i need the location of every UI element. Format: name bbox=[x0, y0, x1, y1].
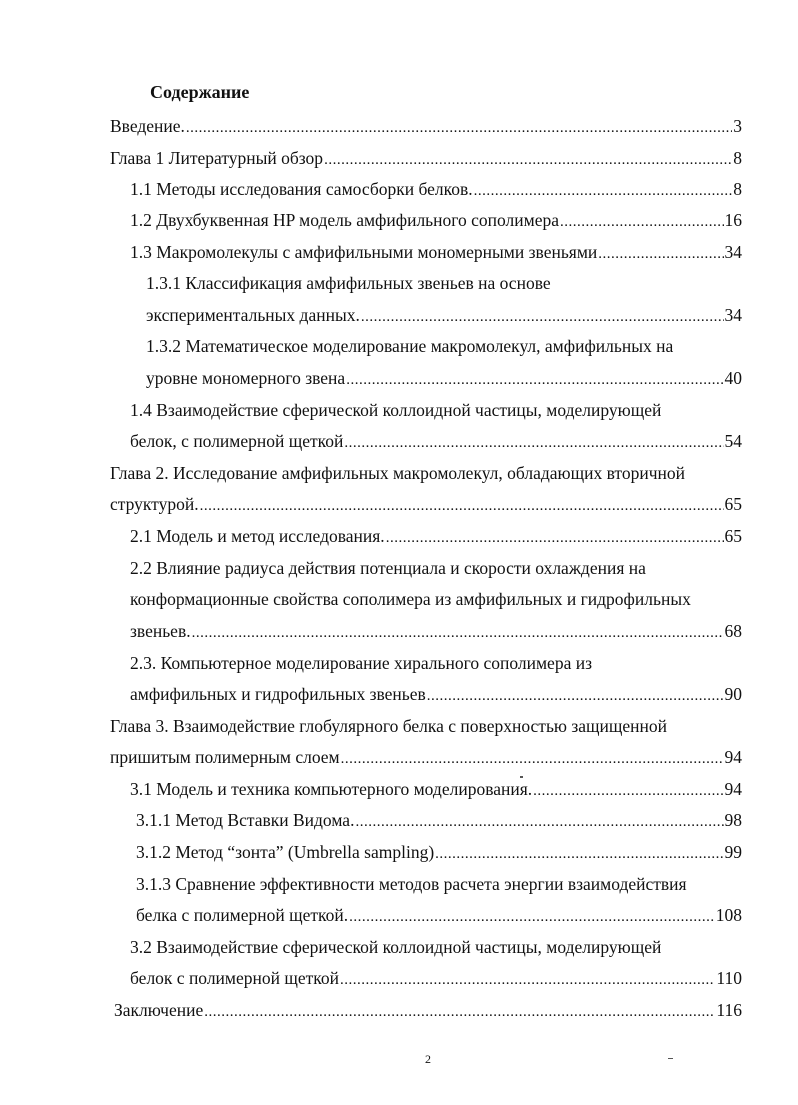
toc-entry-title: звеньев. bbox=[130, 621, 191, 641]
toc-page-number: 16 bbox=[724, 210, 742, 230]
toc-entry-title: конформационные свойства сополимера из амфифильных и гидрофильных bbox=[130, 589, 691, 609]
dot-leader bbox=[204, 998, 715, 1024]
toc-entry-title: структурой. bbox=[110, 494, 199, 514]
toc-entry-title: 2.2 Влияние радиуса действия потенциала и скорости охлаждения на bbox=[130, 558, 646, 578]
toc-entry-title: 1.4 Взаимодействие сферической коллоидной частицы, моделирующей bbox=[130, 400, 662, 420]
dot-leader bbox=[355, 808, 723, 834]
dot-leader bbox=[344, 429, 723, 455]
dot-leader bbox=[186, 114, 732, 140]
toc-line bbox=[130, 619, 742, 643]
toc-entry-title: экспериментальных данных. bbox=[146, 305, 360, 325]
toc-entry-title: уровне мономерного звена bbox=[146, 368, 346, 388]
toc-entry-title: Глава 1 Литературный обзор bbox=[110, 148, 324, 168]
dot-leader bbox=[200, 492, 724, 518]
toc-line bbox=[130, 524, 742, 548]
dot-leader bbox=[324, 146, 732, 172]
dot-leader bbox=[192, 619, 724, 645]
toc-line bbox=[110, 492, 742, 516]
toc-entry-title: 1.3.1 Классификация амфифильных звеньев на основе bbox=[146, 273, 551, 293]
toc-entry-title: белок, с полимерной щеткой bbox=[130, 431, 344, 451]
toc-page-number: 68 bbox=[724, 621, 742, 641]
toc-line bbox=[130, 177, 742, 201]
toc-entry-title: 3.1.2 Метод “зонта” (Umbrella sampling) bbox=[136, 842, 435, 862]
page-title: Содержание bbox=[150, 82, 250, 102]
toc-entry-title: Введение. bbox=[110, 116, 185, 136]
dot-leader bbox=[340, 966, 715, 992]
toc-line bbox=[114, 998, 742, 1022]
dot-leader bbox=[435, 840, 723, 866]
scan-speck bbox=[520, 776, 523, 778]
toc-page-number: 3 bbox=[733, 116, 742, 136]
dot-leader bbox=[427, 682, 724, 708]
toc-line bbox=[146, 303, 742, 327]
toc-entry-title: 1.3.2 Математическое моделирование макромолекул, амфифильных на bbox=[146, 336, 674, 356]
toc-page-number: 8 bbox=[733, 179, 742, 199]
dot-leader bbox=[386, 524, 724, 550]
toc-page-number: 8 bbox=[733, 148, 742, 168]
toc-page-number: 116 bbox=[716, 1000, 742, 1020]
toc-page-number: 108 bbox=[715, 905, 742, 925]
toc-line bbox=[146, 366, 742, 390]
toc-entry-title: 1.3 Макромолекулы с амфифильными мономерными звеньями bbox=[130, 242, 598, 262]
toc-line bbox=[130, 777, 742, 801]
toc-entry-title: 1.1 Методы исследования самосборки белков. bbox=[130, 179, 473, 199]
toc-page-number: 110 bbox=[716, 968, 742, 988]
toc-entry-title: 2.3. Компьютерное моделирование хирального сополимера из bbox=[130, 653, 592, 673]
toc-entry-title: 3.1.1 Метод Вставки Видома. bbox=[136, 810, 355, 830]
toc-page-number: 65 bbox=[724, 526, 742, 546]
toc-entry-title: пришитым полимерным слоем bbox=[110, 747, 340, 767]
toc-entry-title: Глава 2. Исследование амфифильных макромолекул, обладающих вторичной bbox=[110, 463, 685, 483]
toc-entry-title: Глава 3. Взаимодействие глобулярного белка с поверхностью защищенной bbox=[110, 716, 667, 736]
toc-line bbox=[136, 840, 742, 864]
dot-leader bbox=[474, 177, 733, 203]
toc-entry-title: 3.1 Модель и техника компьютерного моделирования. bbox=[130, 779, 533, 799]
toc-line bbox=[130, 429, 742, 453]
toc-entry-title: 3.1.3 Сравнение эффективности методов расчета энергии взаимодействия bbox=[136, 874, 687, 894]
toc-line bbox=[110, 745, 742, 769]
toc-page-number: 98 bbox=[724, 810, 742, 830]
toc-line bbox=[110, 146, 742, 170]
toc-entry-title: 3.2 Взаимодействие сферической коллоидной частицы, моделирующей bbox=[130, 937, 662, 957]
toc-entry-title: белок с полимерной щеткой bbox=[130, 968, 339, 988]
dot-leader bbox=[361, 303, 724, 329]
toc-line bbox=[136, 808, 742, 832]
scan-speck bbox=[668, 1058, 673, 1059]
toc-line bbox=[130, 240, 742, 264]
toc-line bbox=[136, 903, 742, 927]
toc-page-number: 34 bbox=[724, 242, 742, 262]
toc-line bbox=[130, 208, 742, 232]
toc-page-number: 54 bbox=[724, 431, 742, 451]
toc-page-number: 99 bbox=[724, 842, 742, 862]
toc-page-number: 65 bbox=[724, 494, 742, 514]
toc-entry-title: Заключение bbox=[114, 1000, 204, 1020]
toc-page-number: 90 bbox=[724, 684, 742, 704]
dot-leader bbox=[341, 745, 724, 771]
page-number: 2 bbox=[425, 1052, 431, 1066]
toc-entry-title: 2.1 Модель и метод исследования. bbox=[130, 526, 385, 546]
toc-entry-title: 1.2 Двухбуквенная HP модель амфифильного сополимера bbox=[130, 210, 560, 230]
toc-page-number: 34 bbox=[724, 305, 742, 325]
toc-line bbox=[130, 682, 742, 706]
toc-line bbox=[130, 966, 742, 990]
toc-page-number: 94 bbox=[724, 779, 742, 799]
dot-leader bbox=[598, 240, 723, 266]
dot-leader bbox=[346, 366, 723, 392]
toc-page-number: 94 bbox=[724, 747, 742, 767]
dot-leader bbox=[533, 777, 723, 803]
toc-entry-title: белка с полимерной щеткой. bbox=[136, 905, 349, 925]
dot-leader bbox=[349, 903, 715, 929]
toc-line bbox=[110, 114, 742, 138]
dot-leader bbox=[560, 208, 723, 234]
toc-entry-title: амфифильных и гидрофильных звеньев bbox=[130, 684, 426, 704]
toc-page-number: 40 bbox=[724, 368, 742, 388]
